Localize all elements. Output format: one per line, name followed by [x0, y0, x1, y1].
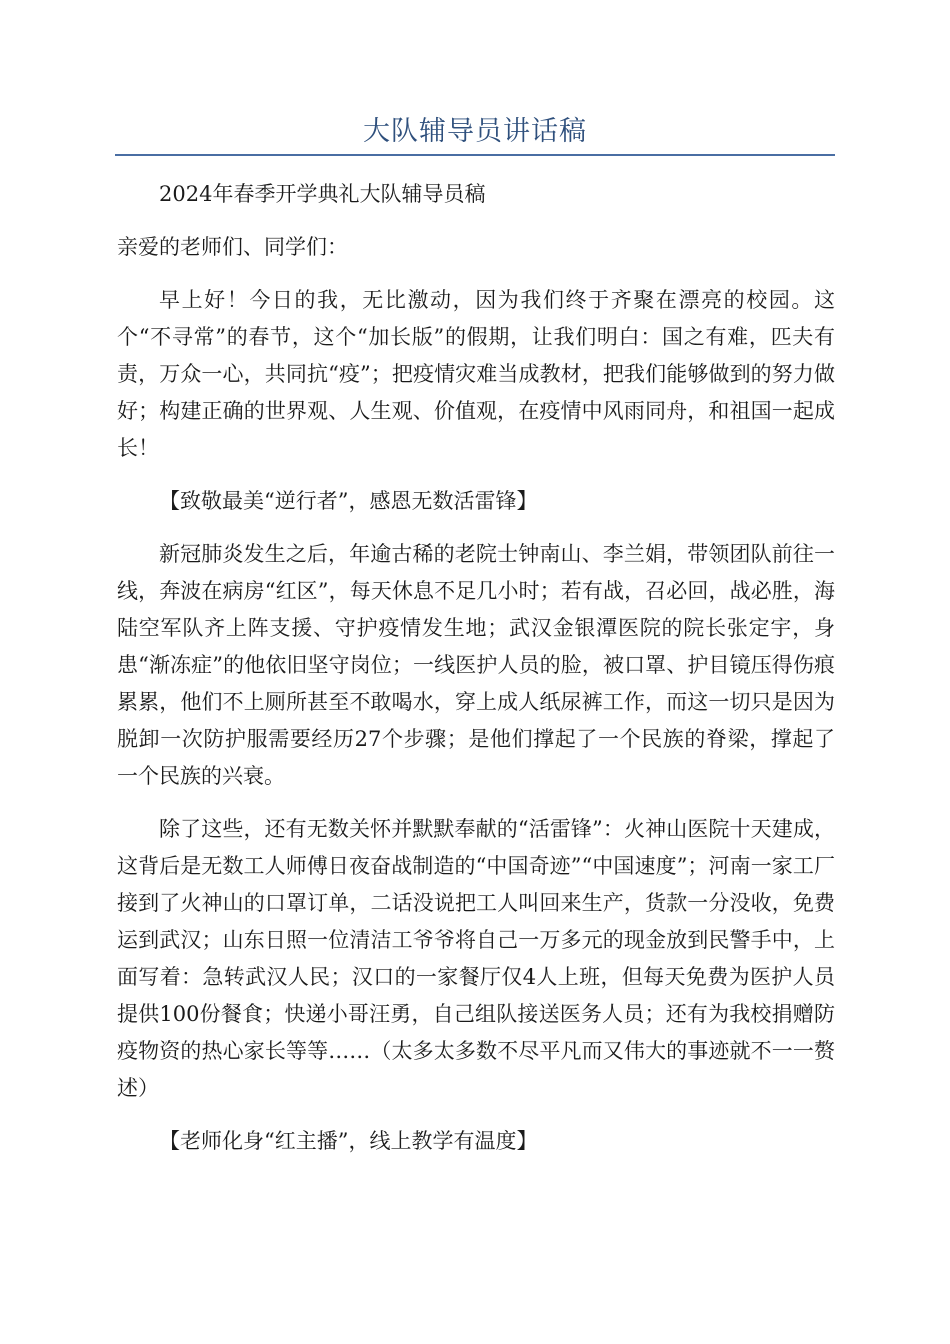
- paragraph-volunteers: 除了这些，还有无数关怀并默默奉献的“活雷锋”：火神山医院十天建成，这背后是无数工人师傅日夜奋战制造的“中国奇迹”“中国速度”；河南一家工厂接到了火神山的口罩订单，二话没说把工人叫回来生产，货款一分没收，免费运到武汉；山东日照一位清洁工爷爷将自己一万多元的现金放到民警手中，上面写着：急转武汉人民；汉口的一家餐厅仅4人上班，但每天免费为医护人员提供100份餐食；快递小哥汪勇，自己组队接送医务人员；还有为我校捐赠防疫物资的热心家长等等……（太多太多数不尽平凡而又伟大的事迹就不一一赘述）: [117, 817, 835, 1100]
- salutation: 亲爱的老师们、同学们：: [117, 235, 348, 259]
- document-subtitle: 2024年春季开学典礼大队辅导员稿: [159, 182, 486, 206]
- section-heading-1: 【致敬最美“逆行者”，感恩无数活雷锋】: [159, 489, 538, 513]
- title-underline: [115, 154, 835, 156]
- paragraph-greeting: 早上好！今日的我，无比激动，因为我们终于齐聚在漂亮的校园。这个“不寻常”的春节，这个“加长版”的假期，让我们明白：国之有难，匹夫有责，万众一心，共同抗“疫”；把疫情灾难当成教材，把我们能够做到的努力做好；构建正确的世界观、人生观、价值观，在疫情中风雨同舟，和祖国一起成长！: [117, 288, 835, 460]
- paragraph-heroes: 新冠肺炎发生之后，年逾古稀的老院士钟南山、李兰娟，带领团队前往一线，奔波在病房“红区”，每天休息不足几小时；若有战，召必回，战必胜，海陆空军队齐上阵支援、守护疫情发生地；武汉金银潭医院的院长张定宇，身患“渐冻症”的他依旧坚守岗位；一线医护人员的脸，被口罩、护目镜压得伤痕累累，他们不上厕所甚至不敢喝水，穿上成人纸尿裤工作，而这一切只是因为脱卸一次防护服需要经历27个步骤；是他们撑起了一个民族的脊梁，撑起了一个民族的兴衰。: [117, 542, 835, 788]
- document-title: 大队辅导员讲话稿: [363, 116, 587, 147]
- section-heading-2: 【老师化身“红主播”，线上教学有温度】: [159, 1129, 538, 1153]
- document-body: [117, 176, 835, 1160]
